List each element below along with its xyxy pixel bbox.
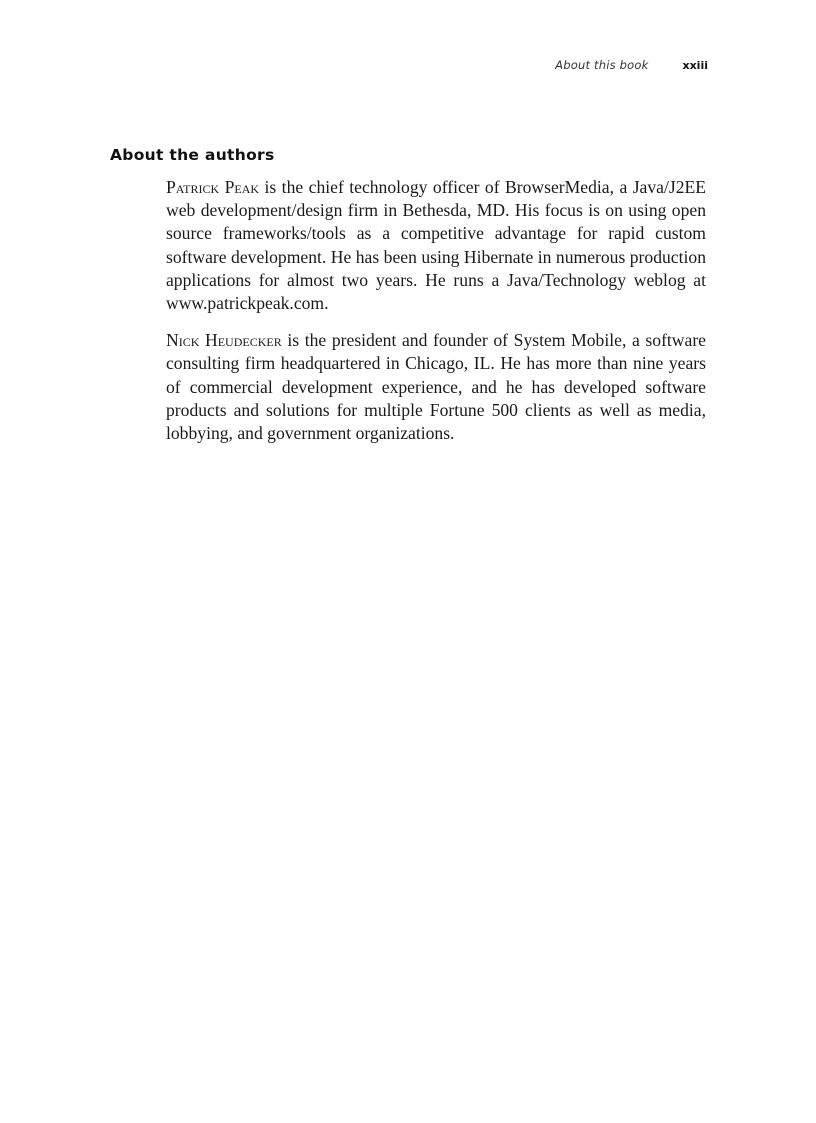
running-title: About this book xyxy=(555,58,649,72)
author-bio-paragraph xyxy=(166,176,706,315)
author-name: Nick Heudecker xyxy=(166,330,282,351)
author-bio-text: is the president and founder of System Mobile, a software consulting firm headquartered in Chicago, IL. He has more than nine years of commercial development experience, and he has developed software products and solutions for multiple Fortune 500 clients as well as media, lobbying, and government organizations. xyxy=(166,330,706,444)
author-name: Patrick Peak xyxy=(166,177,260,197)
author-bios xyxy=(166,176,706,459)
author-bio-paragraph xyxy=(166,329,706,445)
page-number: xxiii xyxy=(682,59,708,72)
section-heading: About the authors xyxy=(110,146,275,164)
running-head xyxy=(555,58,708,72)
author-bio-text: is the chief technology officer of BrowserMedia, a Java/J2EE web development/design firm in Bethesda, MD. His focus is on using open source frameworks/tools as a competitive advantage for rapid custom software development. He has been using Hibernate in numerous production applications for almost two years. He runs a Java/Technology weblog at www.patrickpeak.com. xyxy=(166,177,707,314)
